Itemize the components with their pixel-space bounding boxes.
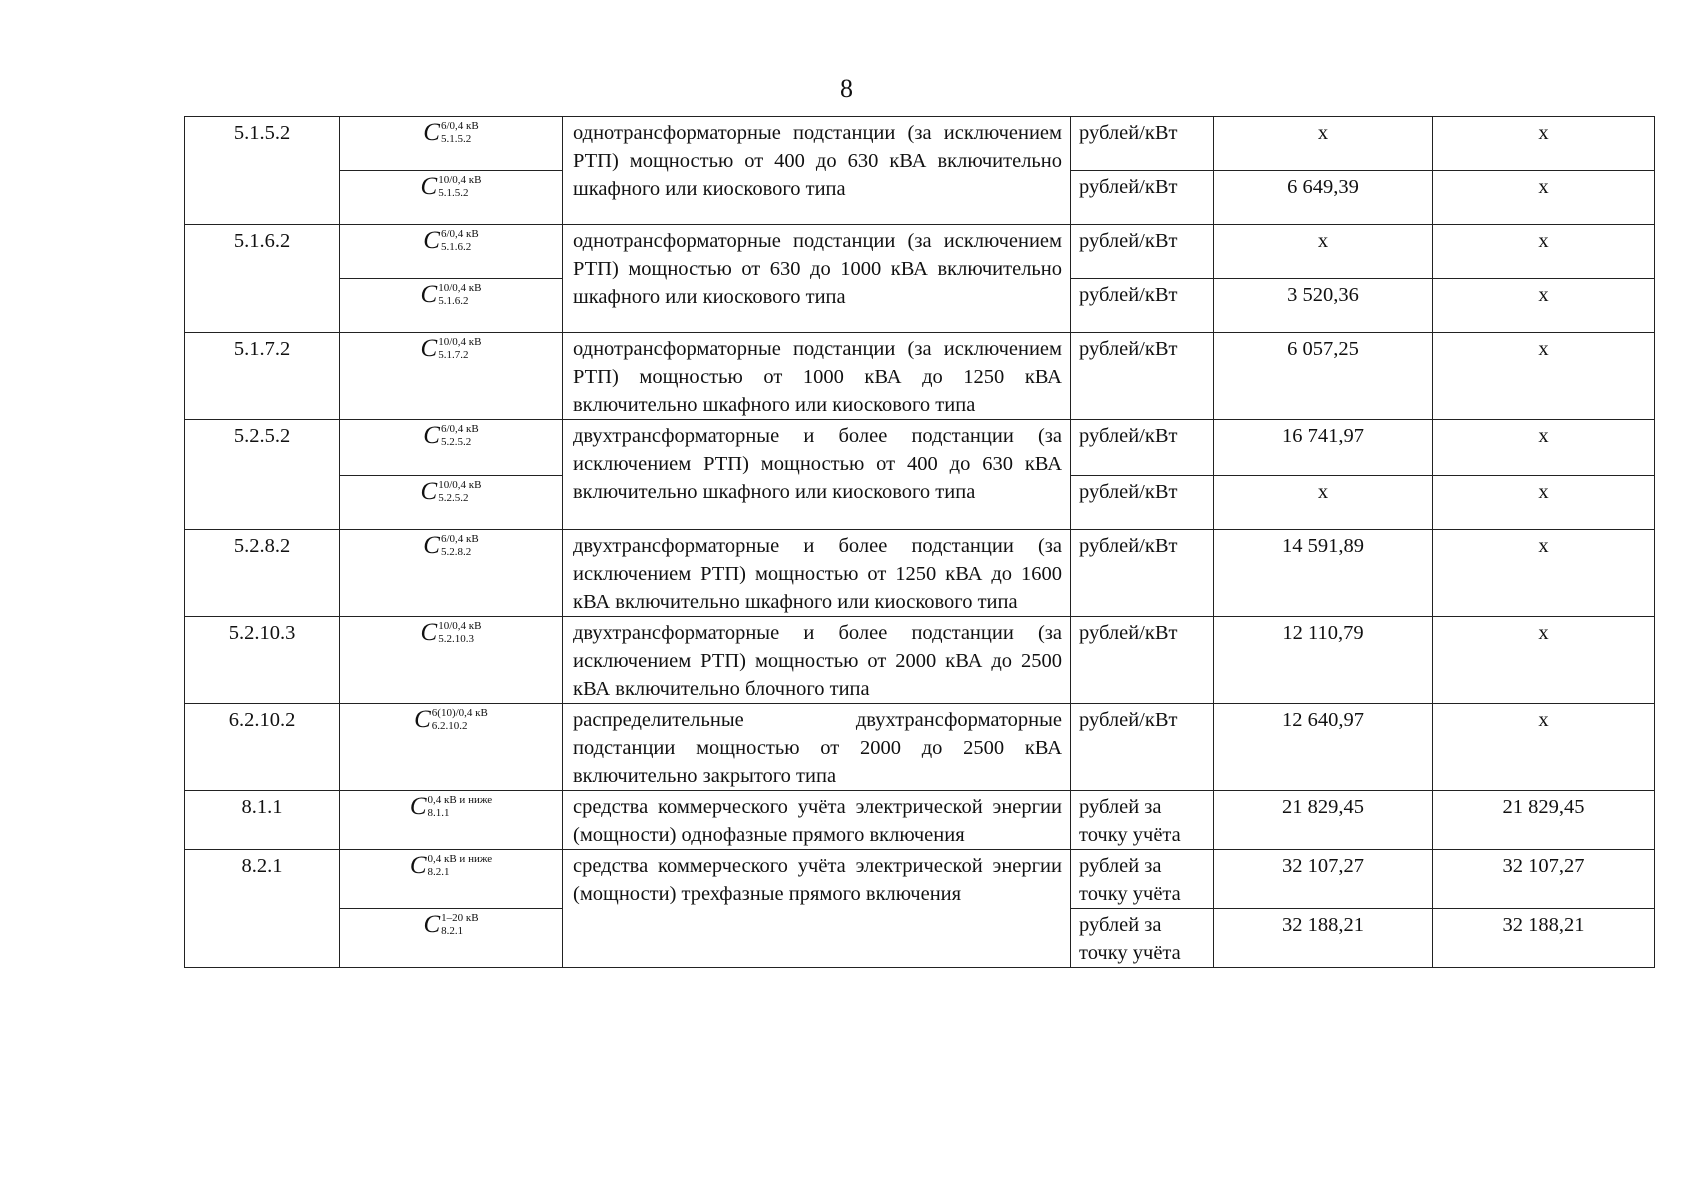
unit-cell: рублей/кВт [1071, 117, 1214, 171]
rate-symbol: C 6/0,4 кВ 5.2.5.2 [340, 420, 563, 476]
table-row [185, 530, 1655, 617]
rate-symbol: C 10/0,4 кВ 5.1.6.2 [340, 279, 563, 333]
row-code: 5.1.5.2 [185, 117, 340, 225]
row-code: 8.1.1 [185, 791, 340, 850]
value-cell-2: 32 188,21 [1433, 909, 1655, 968]
value-cell-1: x [1214, 225, 1433, 279]
table-row [185, 850, 1655, 909]
table-row [185, 617, 1655, 704]
row-description: средства коммерческого учёта электрической энергии (мощности) однофазные прямого включения [563, 791, 1071, 850]
row-description: однотрансформаторные подстанции (за исключением РТП) мощностью от 630 до 1000 кВА включительно шкафного или киоскового типа [563, 225, 1071, 333]
table-row [185, 791, 1655, 850]
unit-cell: рублей за точку учёта [1071, 909, 1214, 968]
row-description: средства коммерческого учёта электрической энергии (мощности) трехфазные прямого включения [563, 850, 1071, 968]
rate-symbol: C 10/0,4 кВ 5.1.5.2 [340, 171, 563, 225]
value-cell-2: x [1433, 117, 1655, 171]
value-cell-1: 16 741,97 [1214, 420, 1433, 476]
row-code: 8.2.1 [185, 850, 340, 968]
row-description: двухтрансформаторные и более подстанции (за исключением РТП) мощностью от 1250 кВА до 1600 кВА включительно шкафного или киоскового типа [563, 530, 1071, 617]
row-description: однотрансформаторные подстанции (за исключением РТП) мощностью от 1000 кВА до 1250 кВА включительно шкафного или киоскового типа [563, 333, 1071, 420]
value-cell-2: x [1433, 225, 1655, 279]
row-description: распределительные двухтрансформаторные подстанции мощностью от 2000 до 2500 кВА включительно закрытого типа [563, 704, 1071, 791]
row-description: двухтрансформаторные и более подстанции (за исключением РТП) мощностью от 2000 кВА до 2500 кВА включительно блочного типа [563, 617, 1071, 704]
table-row [185, 333, 1655, 420]
unit-cell: рублей за точку учёта [1071, 850, 1214, 909]
value-cell-2: x [1433, 704, 1655, 791]
value-cell-2: 21 829,45 [1433, 791, 1655, 850]
row-description: двухтрансформаторные и более подстанции (за исключением РТП) мощностью от 400 до 630 кВА включительно шкафного или киоскового типа [563, 420, 1071, 530]
unit-cell: рублей/кВт [1071, 171, 1214, 225]
unit-cell: рублей/кВт [1071, 530, 1214, 617]
value-cell-1: x [1214, 476, 1433, 530]
unit-cell: рублей за точку учёта [1071, 791, 1214, 850]
row-code: 5.2.10.3 [185, 617, 340, 704]
rate-symbol: C 10/0,4 кВ 5.2.5.2 [340, 476, 563, 530]
table-row [185, 704, 1655, 791]
unit-cell: рублей/кВт [1071, 476, 1214, 530]
rate-symbol: C 6(10)/0,4 кВ 6.2.10.2 [340, 704, 563, 791]
value-cell-2: 32 107,27 [1433, 850, 1655, 909]
table-row [185, 117, 1655, 171]
rate-symbol: C 1–20 кВ 8.2.1 [340, 909, 563, 968]
unit-cell: рублей/кВт [1071, 279, 1214, 333]
row-code: 5.1.6.2 [185, 225, 340, 333]
tariff-table [184, 116, 1655, 968]
unit-cell: рублей/кВт [1071, 420, 1214, 476]
row-description: однотрансформаторные подстанции (за исключением РТП) мощностью от 400 до 630 кВА включительно шкафного или киоскового типа [563, 117, 1071, 225]
rate-symbol: C 6/0,4 кВ 5.1.5.2 [340, 117, 563, 171]
value-cell-1: 3 520,36 [1214, 279, 1433, 333]
value-cell-1: 6 057,25 [1214, 333, 1433, 420]
rate-symbol: C 6/0,4 кВ 5.2.8.2 [340, 530, 563, 617]
table-row [185, 420, 1655, 476]
value-cell-1: x [1214, 117, 1433, 171]
unit-cell: рублей/кВт [1071, 333, 1214, 420]
table-row [185, 225, 1655, 279]
value-cell-2: x [1433, 171, 1655, 225]
value-cell-1: 12 110,79 [1214, 617, 1433, 704]
value-cell-2: x [1433, 333, 1655, 420]
rate-symbol: C 6/0,4 кВ 5.1.6.2 [340, 225, 563, 279]
value-cell-1: 14 591,89 [1214, 530, 1433, 617]
row-code: 6.2.10.2 [185, 704, 340, 791]
value-cell-2: x [1433, 530, 1655, 617]
row-code: 5.2.8.2 [185, 530, 340, 617]
rate-symbol: C 10/0,4 кВ 5.2.10.3 [340, 617, 563, 704]
unit-cell: рублей/кВт [1071, 617, 1214, 704]
rate-symbol: C 0,4 кВ и ниже 8.1.1 [340, 791, 563, 850]
row-code: 5.2.5.2 [185, 420, 340, 530]
value-cell-1: 32 107,27 [1214, 850, 1433, 909]
value-cell-1: 32 188,21 [1214, 909, 1433, 968]
value-cell-2: x [1433, 279, 1655, 333]
unit-cell: рублей/кВт [1071, 225, 1214, 279]
rate-symbol: C 0,4 кВ и ниже 8.2.1 [340, 850, 563, 909]
value-cell-2: x [1433, 420, 1655, 476]
value-cell-2: x [1433, 617, 1655, 704]
row-code: 5.1.7.2 [185, 333, 340, 420]
rate-symbol: C 10/0,4 кВ 5.1.7.2 [340, 333, 563, 420]
value-cell-1: 12 640,97 [1214, 704, 1433, 791]
unit-cell: рублей/кВт [1071, 704, 1214, 791]
value-cell-2: x [1433, 476, 1655, 530]
value-cell-1: 6 649,39 [1214, 171, 1433, 225]
value-cell-1: 21 829,45 [1214, 791, 1433, 850]
page-number: 8 [840, 74, 853, 103]
